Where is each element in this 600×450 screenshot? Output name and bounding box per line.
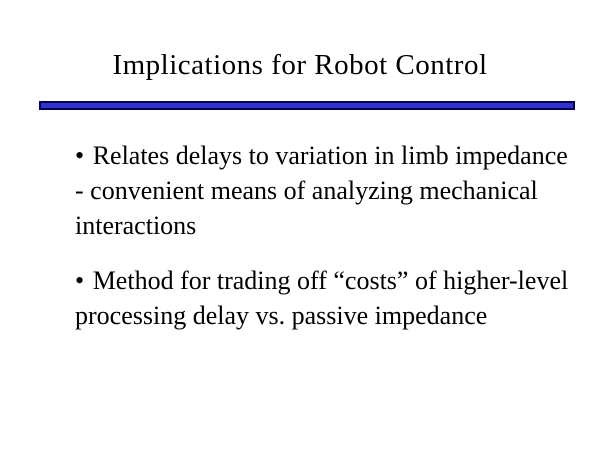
bullet-text: Relates delays to variation in limb impedance - convenient means of analyzing mechanical interactions bbox=[75, 141, 568, 240]
bullet-text: Method for trading off “costs” of higher-level processing delay vs. passive impedance bbox=[75, 266, 569, 330]
bullet-glyph: • bbox=[75, 141, 85, 170]
slide-body bbox=[75, 138, 580, 333]
slide-title: Implications for Robot Control bbox=[112, 49, 488, 81]
bullet-glyph: • bbox=[75, 266, 85, 295]
bullet-item bbox=[75, 138, 580, 243]
title-divider-rule bbox=[39, 101, 575, 110]
bullet-item bbox=[75, 263, 580, 333]
